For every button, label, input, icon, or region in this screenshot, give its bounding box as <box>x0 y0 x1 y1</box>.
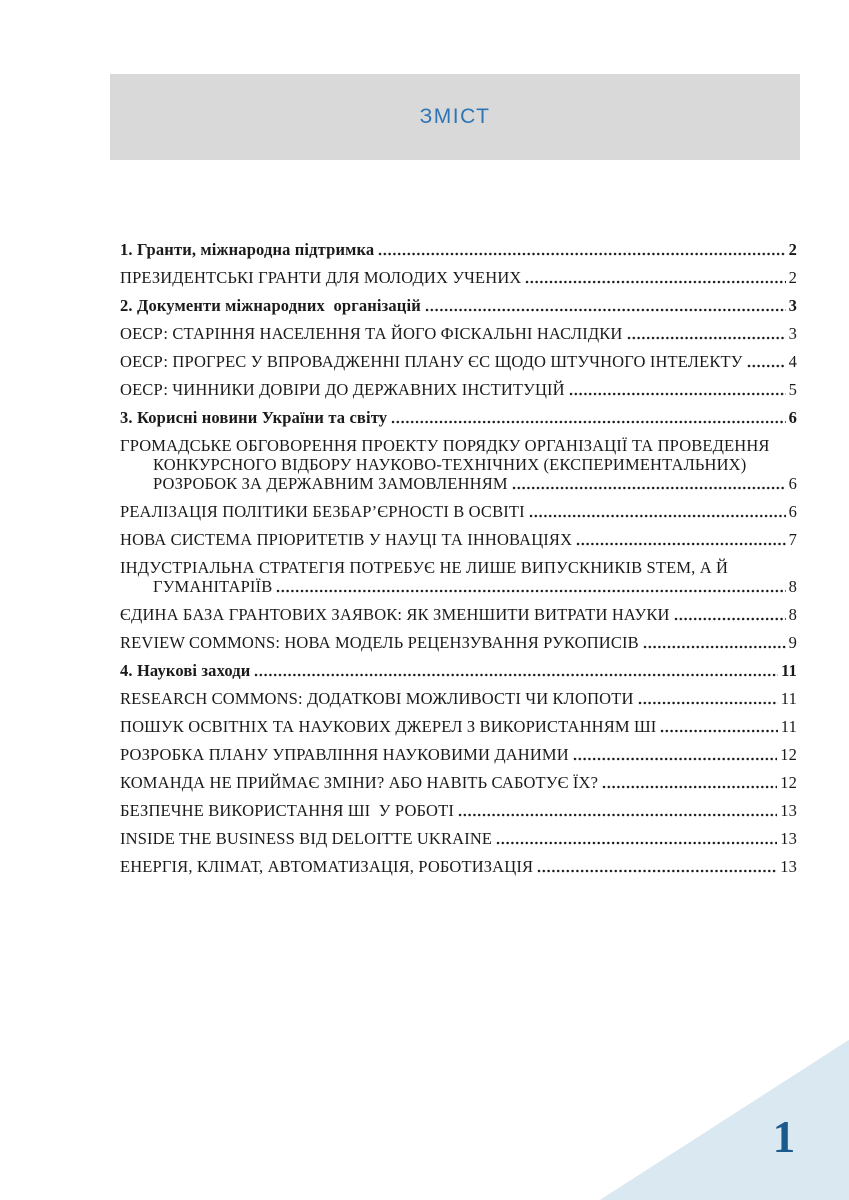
toc-leader-dots <box>512 486 786 490</box>
toc-entry[interactable] <box>120 530 797 549</box>
toc-entry-page-number: 11 <box>780 689 797 708</box>
toc-entry[interactable] <box>120 502 797 521</box>
toc-entry[interactable] <box>120 801 797 820</box>
toc-entry-label: ОЕСР: ЧИННИКИ ДОВІРИ ДО ДЕРЖАВНИХ ІНСТИТУЦІЙ <box>120 380 565 399</box>
toc-leader-dots <box>747 364 786 368</box>
toc-leader-dots <box>576 542 786 546</box>
table-of-contents <box>120 240 797 885</box>
toc-leader-dots <box>276 589 786 593</box>
toc-leader-dots <box>638 701 778 705</box>
toc-entry[interactable] <box>120 745 797 764</box>
toc-entry-page-number: 2 <box>788 240 797 259</box>
toc-entry-label: КОМАНДА НЕ ПРИЙМАЄ ЗМІНИ? АБО НАВІТЬ САБОТУЄ ЇХ? <box>120 773 599 792</box>
toc-entry-label: 4. Наукові заходи <box>120 661 251 680</box>
toc-entry-label: ОЕСР: СТАРІННЯ НАСЕЛЕННЯ ТА ЙОГО ФІСКАЛЬНІ НАСЛІДКИ <box>120 324 623 343</box>
toc-entry[interactable] <box>120 689 797 708</box>
toc-entry-page-number: 3 <box>788 324 797 343</box>
toc-entry-page-number: 6 <box>788 474 797 493</box>
toc-entry-label: REVIEW COMMONS: НОВА МОДЕЛЬ РЕЦЕНЗУВАННЯ РУКОПИСІВ <box>120 633 639 652</box>
toc-entry-label: ПОШУК ОСВІТНІХ ТА НАУКОВИХ ДЖЕРЕЛ З ВИКОРИСТАННЯМ ШІ <box>120 717 657 736</box>
toc-entry-label: 3. Корисні новини України та світу <box>120 408 388 427</box>
toc-leader-dots <box>602 785 777 789</box>
toc-entry-page-number: 7 <box>788 530 797 549</box>
toc-entry-label: ОЕСР: ПРОГРЕС У ВПРОВАДЖЕННІ ПЛАНУ ЄС ЩОДО ШТУЧНОГО ІНТЕЛЕКТУ <box>120 352 743 371</box>
toc-entry-page-number: 6 <box>788 408 797 427</box>
toc-entry[interactable] <box>120 857 797 876</box>
corner-triangle-decoration <box>560 1020 849 1200</box>
toc-leader-dots <box>569 392 786 396</box>
toc-entry-page-number: 8 <box>788 577 797 596</box>
toc-entry-label: 1. Гранти, міжнародна підтримка <box>120 240 375 259</box>
toc-leader-dots <box>660 729 778 733</box>
toc-leader-dots <box>425 308 786 312</box>
toc-entry-label: ЕНЕРГІЯ, КЛІМАТ, АВТОМАТИЗАЦІЯ, РОБОТИЗАЦІЯ <box>120 857 534 876</box>
toc-entry[interactable] <box>120 633 797 652</box>
toc-entry[interactable] <box>120 661 797 680</box>
toc-entry[interactable] <box>120 408 797 427</box>
toc-leader-dots <box>496 841 777 845</box>
toc-entry-page-number: 13 <box>780 857 797 876</box>
toc-entry-page-number: 5 <box>788 380 797 399</box>
toc-leader-dots <box>627 336 787 340</box>
toc-entry-page-number: 8 <box>788 605 797 624</box>
toc-entry-label: РОЗРОБКА ПЛАНУ УПРАВЛІННЯ НАУКОВИМИ ДАНИМИ <box>120 745 569 764</box>
toc-entry-page-number: 13 <box>780 829 797 848</box>
toc-entry-page-number: 11 <box>781 661 797 680</box>
toc-entry-page-number: 9 <box>788 633 797 652</box>
toc-entry[interactable] <box>120 324 797 343</box>
toc-entry-label: ЄДИНА БАЗА ГРАНТОВИХ ЗАЯВОК: ЯК ЗМЕНШИТИ ВИТРАТИ НАУКИ <box>120 605 670 624</box>
toc-entry[interactable] <box>120 829 797 848</box>
toc-entry[interactable] <box>120 352 797 371</box>
toc-leader-dots <box>391 420 786 424</box>
toc-entry-label: ГРОМАДСЬКЕ ОБГОВОРЕННЯ ПРОЕКТУ ПОРЯДКУ ОРГАНІЗАЦІЇ ТА ПРОВЕДЕННЯ КОНКУРСНОГО ВІДБОРУ НАУКОВО-ТЕХНІЧНИХ (ЕКСПЕРИМЕНТАЛЬНИХ) РОЗРОБОК ЗА ДЕРЖАВНИМ ЗАМОВЛЕННЯМ <box>120 436 774 493</box>
toc-leader-dots <box>573 757 777 761</box>
toc-leader-dots <box>674 617 786 621</box>
toc-entry-page-number: 12 <box>780 745 797 764</box>
toc-entry-page-number: 11 <box>780 717 797 736</box>
toc-entry[interactable] <box>120 605 797 624</box>
page-number: 1 <box>772 1112 796 1162</box>
toc-entry-label: БЕЗПЕЧНЕ ВИКОРИСТАННЯ ШІ У РОБОТІ <box>120 801 454 820</box>
toc-entry-page-number: 12 <box>780 773 797 792</box>
toc-entry-page-number: 2 <box>788 268 797 287</box>
toc-entry[interactable] <box>120 558 797 596</box>
toc-entry-label: INSIDE THE BUSINESS ВІД DELOITTE UKRAINE <box>120 829 493 848</box>
toc-entry[interactable] <box>120 268 797 287</box>
toc-leader-dots <box>458 813 777 817</box>
toc-entry-label: ПРЕЗИДЕНТСЬКІ ГРАНТИ ДЛЯ МОЛОДИХ УЧЕНИХ <box>120 268 522 287</box>
toc-leader-dots <box>643 645 786 649</box>
toc-entry[interactable] <box>120 296 797 315</box>
page-title: ЗМІСТ <box>419 105 491 128</box>
toc-title-banner <box>110 74 800 160</box>
toc-leader-dots <box>254 673 778 677</box>
toc-entry-label: РЕАЛІЗАЦІЯ ПОЛІТИКИ БЕЗБАР’ЄРНОСТІ В ОСВІТІ <box>120 502 525 521</box>
toc-entry-label: НОВА СИСТЕМА ПРІОРИТЕТІВ У НАУЦІ ТА ІННОВАЦІЯХ <box>120 530 573 549</box>
toc-entry[interactable] <box>120 380 797 399</box>
toc-leader-dots <box>525 280 786 284</box>
toc-entry-label: ІНДУСТРІАЛЬНА СТРАТЕГІЯ ПОТРЕБУЄ НЕ ЛИШЕ ВИПУСКНИКІВ STEM, А Й ГУМАНІТАРІЇВ <box>120 558 733 596</box>
toc-leader-dots <box>378 252 786 256</box>
toc-entry-label: RESEARCH COMMONS: ДОДАТКОВІ МОЖЛИВОСТІ ЧИ КЛОПОТИ <box>120 689 634 708</box>
toc-entry-page-number: 6 <box>788 502 797 521</box>
toc-entry-page-number: 13 <box>780 801 797 820</box>
toc-entry-label: 2. Документи міжнародних організацій <box>120 296 421 315</box>
toc-leader-dots <box>537 869 777 873</box>
toc-entry[interactable] <box>120 773 797 792</box>
toc-entry-page-number: 3 <box>788 296 797 315</box>
toc-leader-dots <box>529 514 786 518</box>
toc-entry[interactable] <box>120 717 797 736</box>
toc-entry-page-number: 4 <box>788 352 797 371</box>
toc-entry[interactable] <box>120 240 797 259</box>
toc-entry[interactable] <box>120 436 797 493</box>
